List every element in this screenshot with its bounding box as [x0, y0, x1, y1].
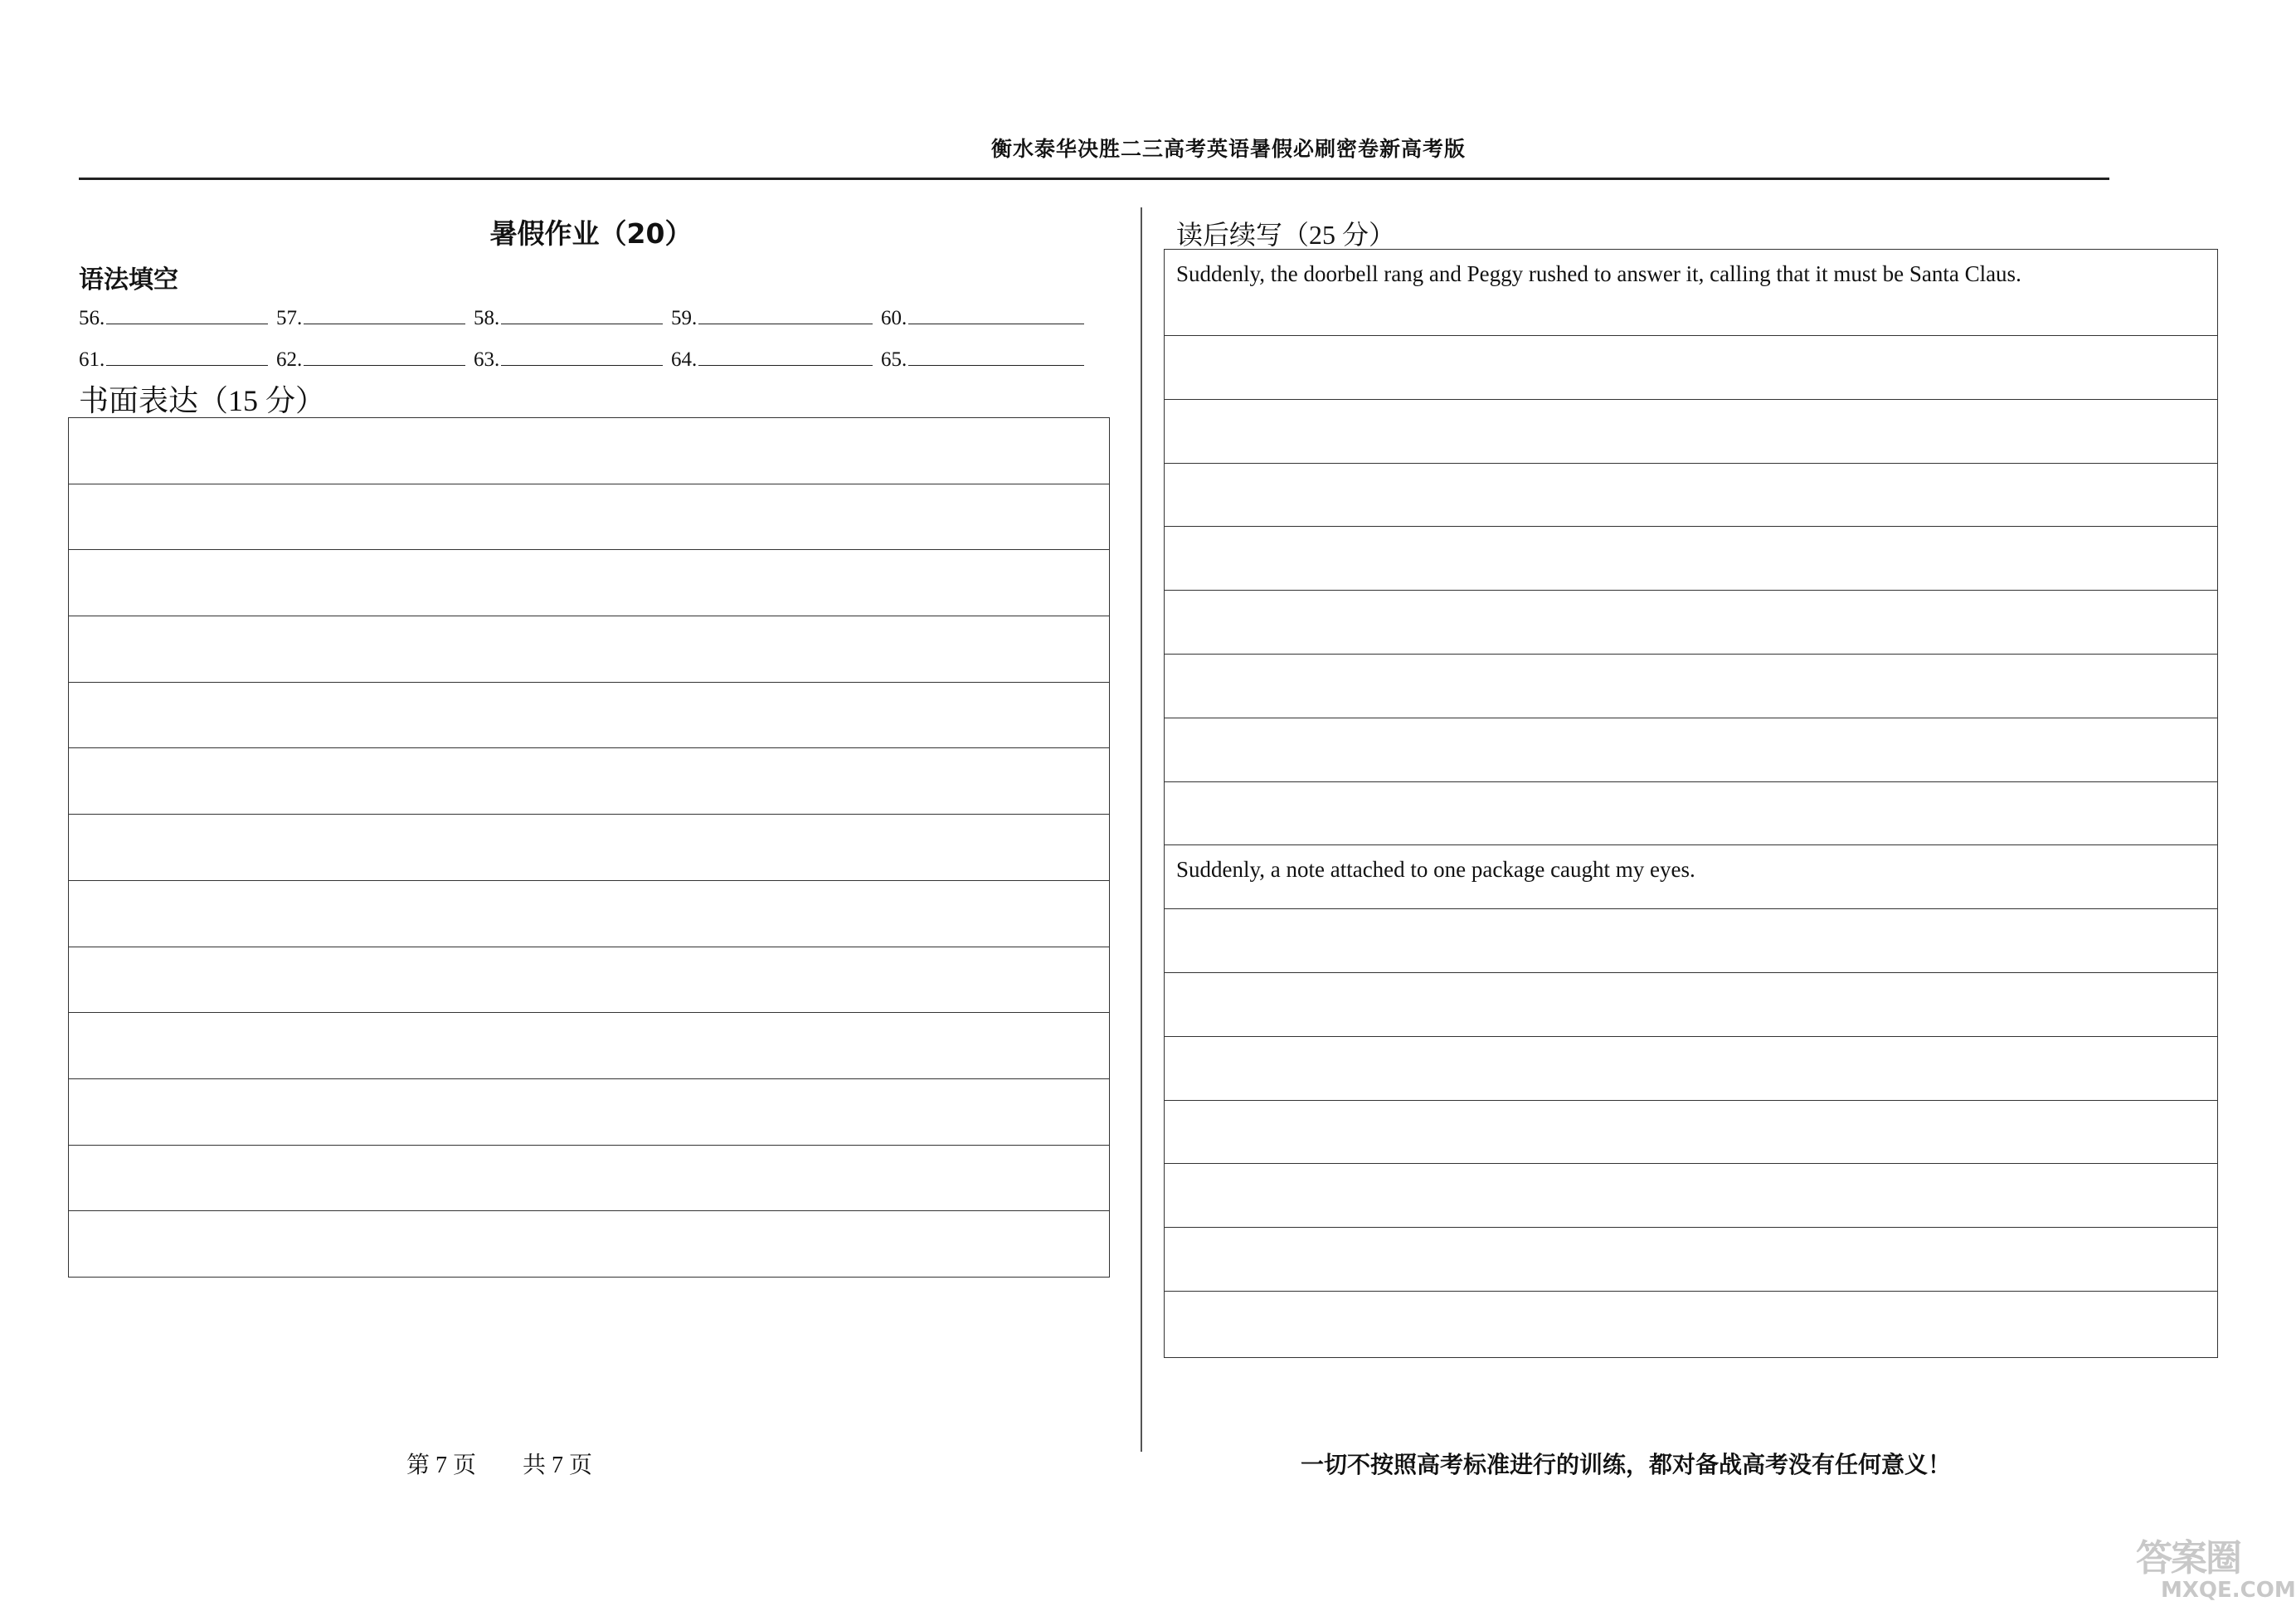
- blank-60[interactable]: [881, 300, 1084, 330]
- watermark-logo: [2136, 1537, 2296, 1607]
- blank-number: 56.: [79, 307, 105, 329]
- paragraph2-prompt: Suddenly, a note attached to one package caught my eyes.: [1176, 857, 1695, 883]
- paragraph1-prompt: Suddenly, the doorbell rang and Peggy rushed to answer it, calling that it must be Santa Claus.: [1176, 261, 2021, 286]
- writing-line[interactable]: [69, 881, 1109, 947]
- writing-line[interactable]: [69, 550, 1109, 616]
- blank-number: 63.: [474, 348, 500, 371]
- page-number: 第 7 页 共 7 页: [406, 1453, 593, 1478]
- blank-number: 58.: [474, 307, 500, 329]
- writing-line[interactable]: [69, 1079, 1109, 1146]
- blank-61[interactable]: [79, 342, 268, 372]
- continuation-line[interactable]: [1165, 1228, 2217, 1292]
- continuation-line[interactable]: [1165, 909, 2217, 973]
- continuation-line[interactable]: [1165, 336, 2217, 400]
- writing-line[interactable]: [69, 1013, 1109, 1079]
- blank-number: 60.: [881, 307, 907, 329]
- continuation-line[interactable]: [1165, 591, 2217, 655]
- header-rule: [79, 178, 2109, 180]
- writing-line[interactable]: [69, 947, 1109, 1014]
- writing-line[interactable]: [69, 1211, 1109, 1278]
- assignment-title: 暑假作业（20）: [489, 217, 693, 250]
- grammar-fill-label: 语法填空: [79, 265, 178, 294]
- column-divider: [1141, 207, 1142, 1452]
- footer-slogan: 一切不按照高考标准进行的训练，都对备战高考没有任何意义！: [1301, 1451, 1952, 1478]
- blank-57[interactable]: [276, 300, 465, 330]
- writing-section-label: 书面表达（15 分）: [79, 384, 326, 417]
- writing-line[interactable]: [69, 683, 1109, 749]
- blank-number: 57.: [276, 307, 303, 329]
- writing-line[interactable]: [69, 616, 1109, 683]
- blank-56[interactable]: [79, 300, 268, 330]
- blank-64[interactable]: [671, 342, 873, 372]
- continuation-section-label: 读后续写（25 分）: [1176, 220, 1396, 250]
- blank-59[interactable]: [671, 300, 873, 330]
- blank-62[interactable]: [276, 342, 465, 372]
- writing-answer-box[interactable]: [68, 417, 1110, 1278]
- paragraph1-prompt-line[interactable]: [1165, 250, 2217, 336]
- blank-63[interactable]: [474, 342, 663, 372]
- blank-58[interactable]: [474, 300, 663, 330]
- blank-number: 62.: [276, 348, 303, 371]
- continuation-line[interactable]: [1165, 527, 2217, 591]
- continuation-line[interactable]: [1165, 718, 2217, 782]
- continuation-line[interactable]: [1165, 655, 2217, 718]
- continuation-line[interactable]: [1165, 1037, 2217, 1101]
- blank-number: 61.: [79, 348, 105, 371]
- blank-number: 64.: [671, 348, 698, 371]
- writing-line[interactable]: [69, 815, 1109, 881]
- blank-number: 59.: [671, 307, 698, 329]
- continuation-line[interactable]: [1165, 973, 2217, 1037]
- writing-line[interactable]: [69, 748, 1109, 815]
- writing-line[interactable]: [69, 484, 1109, 551]
- paragraph2-prompt-line[interactable]: [1165, 845, 2217, 909]
- watermark-line2: MXQE.COM: [2161, 1578, 2296, 1603]
- continuation-line[interactable]: [1165, 1292, 2217, 1355]
- watermark-line1: 答案圈: [2136, 1537, 2240, 1579]
- header-title: 衡水泰华决胜二三高考英语暑假必刷密卷新高考版: [991, 139, 1467, 161]
- continuation-line[interactable]: [1165, 464, 2217, 528]
- continuation-answer-box[interactable]: [1164, 249, 2218, 1358]
- blank-65[interactable]: [881, 342, 1084, 372]
- continuation-line[interactable]: [1165, 782, 2217, 846]
- writing-line[interactable]: [69, 1146, 1109, 1212]
- continuation-line[interactable]: [1165, 1164, 2217, 1228]
- continuation-line[interactable]: [1165, 1101, 2217, 1165]
- blank-number: 65.: [881, 348, 907, 371]
- continuation-line[interactable]: [1165, 400, 2217, 464]
- writing-line[interactable]: [69, 418, 1109, 484]
